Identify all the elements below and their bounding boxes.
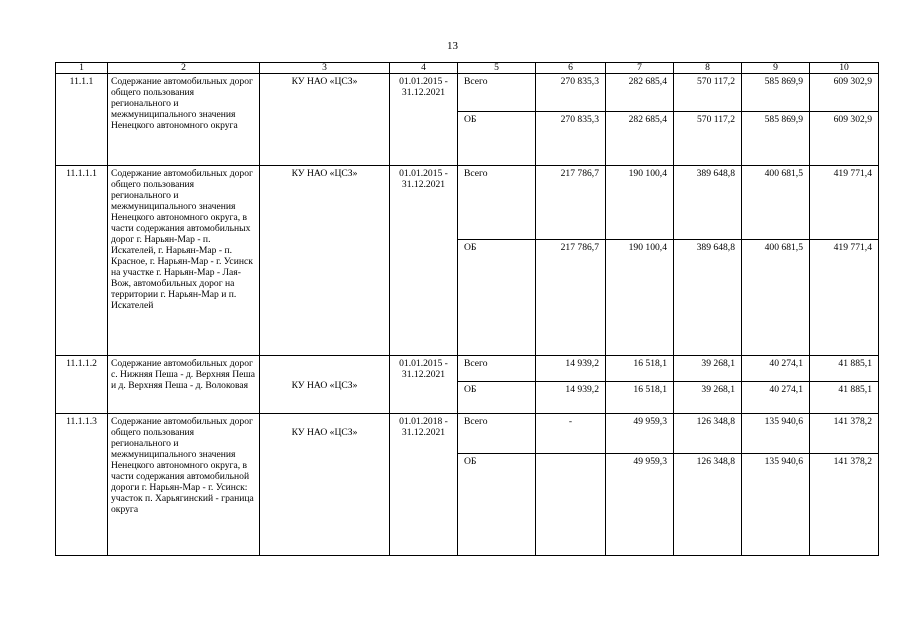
column-header: 1 [56, 63, 108, 74]
amount-cell: 419 771,4 [810, 166, 879, 240]
amount-cell: 126 348,8 [674, 454, 742, 556]
item-code: 11.1.1.1 [56, 166, 108, 356]
amount-cell: 400 681,5 [742, 240, 810, 356]
column-header: 6 [536, 63, 606, 74]
table-row [56, 356, 879, 382]
funding-source: Всего [458, 166, 536, 240]
amount-cell: 40 274,1 [742, 356, 810, 382]
amount-cell: 40 274,1 [742, 382, 810, 414]
amount-cell: 609 302,9 [810, 74, 879, 112]
item-code: 11.1.1 [56, 74, 108, 166]
amount-cell: 585 869,9 [742, 112, 810, 166]
funding-source: ОБ [458, 240, 536, 356]
item-name: Содержание автомобильных дорог общего пользования регионального и межмуниципального значения Ненецкого автономного округа, в части содержания автомобильных дорог г. Нарьян-Мар - п. Искателей, г. Нарьян-Мар - п. Красное, г. Нарьян-Мар - г. Усинск на участке г. Нарьян-Мар - Лая-Вож, автомобильных дорог на территории г. Нарьян-Мар и п. Искателей [108, 166, 260, 356]
amount-cell: 400 681,5 [742, 166, 810, 240]
amount-cell: 16 518,1 [606, 356, 674, 382]
column-header: 4 [390, 63, 458, 74]
amount-cell: - [536, 414, 606, 454]
item-organization: КУ НАО «ЦСЗ» [260, 74, 390, 166]
table-row [56, 166, 879, 240]
amount-cell: 14 939,2 [536, 382, 606, 414]
amount-cell: 282 685,4 [606, 112, 674, 166]
column-header: 8 [674, 63, 742, 74]
funding-source: Всего [458, 74, 536, 112]
amount-cell: 126 348,8 [674, 414, 742, 454]
column-header: 7 [606, 63, 674, 74]
funding-source: ОБ [458, 112, 536, 166]
item-code: 11.1.1.2 [56, 356, 108, 414]
amount-cell: 419 771,4 [810, 240, 879, 356]
item-organization: КУ НАО «ЦСЗ» [260, 414, 390, 556]
item-name: Содержание автомобильных дорог общего пользования регионального и межмуниципального значения Ненецкого автономного округа, в части содержания автомобильной дороги г. Нарьян-Мар - г. Усинск: участок п. Харьягинский - граница округа [108, 414, 260, 556]
funding-source: Всего [458, 356, 536, 382]
column-header: 9 [742, 63, 810, 74]
amount-cell: 41 885,1 [810, 382, 879, 414]
amount-cell: 41 885,1 [810, 356, 879, 382]
column-header: 10 [810, 63, 879, 74]
item-organization: КУ НАО «ЦСЗ» [260, 356, 390, 414]
funding-source: Всего [458, 414, 536, 454]
amount-cell: 135 940,6 [742, 454, 810, 556]
column-header: 3 [260, 63, 390, 74]
amount-cell: 141 378,2 [810, 414, 879, 454]
amount-cell: 14 939,2 [536, 356, 606, 382]
amount-cell: 282 685,4 [606, 74, 674, 112]
amount-cell: 141 378,2 [810, 454, 879, 556]
amount-cell [536, 454, 606, 556]
amount-cell: 585 869,9 [742, 74, 810, 112]
item-organization: КУ НАО «ЦСЗ» [260, 166, 390, 356]
column-header: 5 [458, 63, 536, 74]
column-header: 2 [108, 63, 260, 74]
item-period: 01.01.2015 - 31.12.2021 [390, 356, 458, 414]
table-row [56, 414, 879, 454]
page-number: 13 [447, 40, 458, 52]
amount-cell: 190 100,4 [606, 240, 674, 356]
amount-cell: 39 268,1 [674, 382, 742, 414]
amount-cell: 570 117,2 [674, 74, 742, 112]
table-row [56, 74, 879, 112]
funding-source: ОБ [458, 382, 536, 414]
amount-cell: 570 117,2 [674, 112, 742, 166]
amount-cell: 389 648,8 [674, 240, 742, 356]
item-period: 01.01.2015 - 31.12.2021 [390, 166, 458, 356]
amount-cell: 609 302,9 [810, 112, 879, 166]
amount-cell: 389 648,8 [674, 166, 742, 240]
item-period: 01.01.2015 - 31.12.2021 [390, 74, 458, 166]
item-name: Содержание автомобильных дорог общего пользования регионального и межмуниципального значения Ненецкого автономного округа [108, 74, 260, 166]
item-name: Содержание автомобильных дорог с. Нижняя Пеша - д. Верхняя Пеша и д. Верхняя Пеша - д. Волоковая [108, 356, 260, 414]
amount-cell: 16 518,1 [606, 382, 674, 414]
amount-cell: 190 100,4 [606, 166, 674, 240]
amount-cell: 49 959,3 [606, 414, 674, 454]
amount-cell: 217 786,7 [536, 166, 606, 240]
amount-cell: 39 268,1 [674, 356, 742, 382]
item-code: 11.1.1.3 [56, 414, 108, 556]
amount-cell: 270 835,3 [536, 74, 606, 112]
amount-cell: 49 959,3 [606, 454, 674, 556]
column-number-row [56, 63, 879, 74]
amount-cell: 135 940,6 [742, 414, 810, 454]
amount-cell: 217 786,7 [536, 240, 606, 356]
amount-cell: 270 835,3 [536, 112, 606, 166]
funding-table [55, 62, 879, 556]
funding-source: ОБ [458, 454, 536, 556]
item-period: 01.01.2018 - 31.12.2021 [390, 414, 458, 556]
